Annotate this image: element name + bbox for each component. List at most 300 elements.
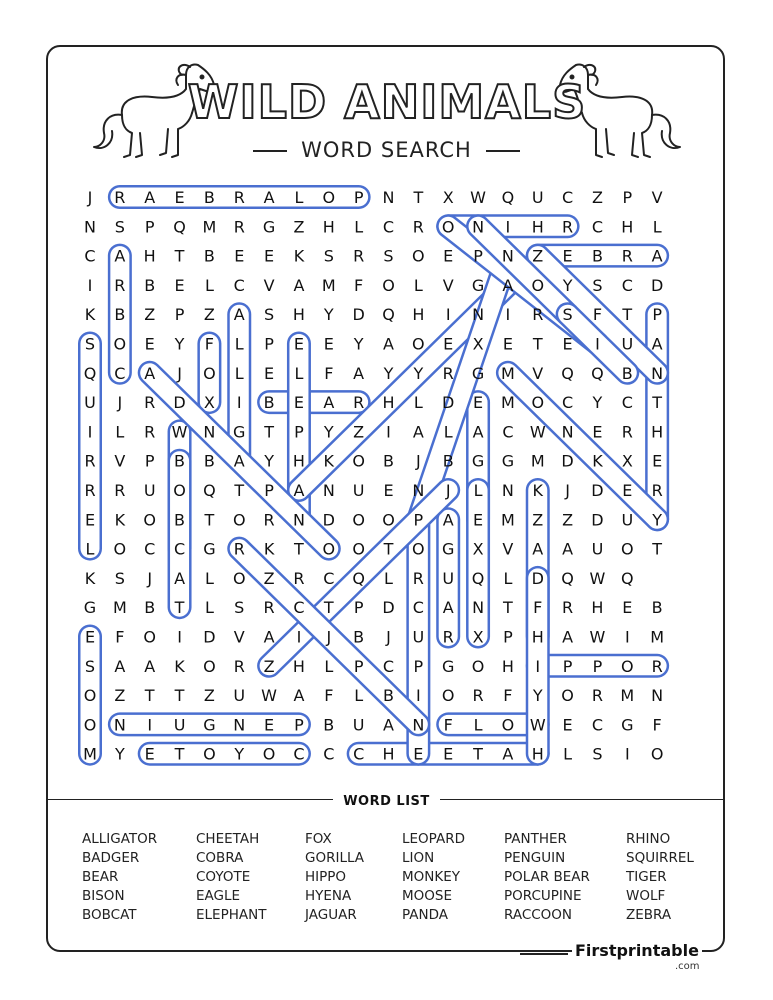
grid-letter[interactable]: O xyxy=(531,393,545,413)
grid-letter[interactable]: G xyxy=(262,217,276,237)
grid-letter[interactable]: H xyxy=(292,305,305,325)
grid-letter[interactable]: S xyxy=(383,246,394,266)
grid-letter[interactable]: Z xyxy=(263,568,275,588)
grid-letter[interactable]: U xyxy=(84,393,96,413)
grid-letter[interactable]: A xyxy=(263,627,275,647)
grid-letter[interactable]: L xyxy=(204,275,214,295)
grid-letter[interactable]: Y xyxy=(264,451,274,471)
grid-letter[interactable]: K xyxy=(532,481,543,500)
grid-letter[interactable]: S xyxy=(323,246,334,266)
grid-letter[interactable]: Z xyxy=(263,656,275,676)
grid-letter[interactable]: N xyxy=(84,217,96,237)
grid-letter[interactable]: D xyxy=(591,510,604,530)
grid-letter[interactable]: Q xyxy=(591,363,604,383)
grid-letter[interactable]: A xyxy=(233,451,245,471)
grid-letter[interactable]: J xyxy=(87,188,93,207)
grid-letter[interactable]: P xyxy=(562,656,573,676)
grid-letter[interactable]: F xyxy=(204,334,215,354)
grid-letter[interactable]: C xyxy=(562,393,574,413)
grid-letter[interactable]: P xyxy=(353,598,364,618)
grid-letter[interactable]: R xyxy=(412,217,424,237)
grid-letter[interactable]: C xyxy=(412,598,424,618)
grid-letter[interactable]: F xyxy=(115,627,125,647)
grid-letter[interactable]: R xyxy=(651,481,663,500)
grid-letter[interactable]: M xyxy=(83,744,97,764)
grid-letter[interactable]: L xyxy=(563,744,573,764)
grid-letter[interactable]: T xyxy=(622,305,633,325)
grid-letter[interactable]: V xyxy=(442,275,454,295)
grid-letter[interactable]: M xyxy=(530,451,545,471)
grid-letter[interactable]: O xyxy=(203,363,216,383)
grid-letter[interactable]: W xyxy=(529,422,546,442)
grid-letter[interactable]: O xyxy=(262,744,276,764)
grid-letter[interactable]: B xyxy=(203,188,215,207)
grid-letter[interactable]: S xyxy=(592,275,603,295)
grid-letter[interactable]: I xyxy=(595,334,600,354)
grid-letter[interactable]: X xyxy=(621,451,633,471)
grid-letter[interactable]: R xyxy=(293,568,305,588)
grid-letter[interactable]: C xyxy=(502,422,514,442)
grid-letter[interactable]: O xyxy=(203,744,216,764)
grid-letter[interactable]: S xyxy=(84,334,96,354)
grid-letter[interactable]: J xyxy=(147,568,153,588)
grid-letter[interactable]: H xyxy=(143,246,156,266)
grid-letter[interactable]: F xyxy=(533,598,543,618)
grid-letter[interactable]: P xyxy=(294,715,304,735)
grid-letter[interactable]: O xyxy=(143,627,156,647)
grid-letter[interactable]: M xyxy=(500,363,515,383)
grid-letter[interactable]: Q xyxy=(382,305,395,325)
grid-letter[interactable]: T xyxy=(413,188,424,207)
grid-letter[interactable]: T xyxy=(264,422,274,442)
grid-letter[interactable]: B xyxy=(263,393,275,413)
grid-letter[interactable]: I xyxy=(415,686,421,706)
grid-letter[interactable]: C xyxy=(382,217,395,237)
grid-letter[interactable]: C xyxy=(591,715,604,735)
grid-letter[interactable]: O xyxy=(232,568,246,588)
grid-letter[interactable]: A xyxy=(114,246,126,266)
grid-letter[interactable]: T xyxy=(473,744,483,764)
grid-letter[interactable]: L xyxy=(503,568,513,588)
grid-letter[interactable]: A xyxy=(412,422,424,442)
grid-letter[interactable]: Y xyxy=(532,686,543,706)
grid-letter[interactable]: A xyxy=(562,539,574,559)
grid-letter[interactable]: E xyxy=(293,393,305,413)
grid-letter[interactable]: A xyxy=(323,393,335,413)
grid-letter[interactable]: E xyxy=(562,246,573,266)
grid-letter[interactable]: K xyxy=(293,246,305,266)
grid-letter[interactable]: U xyxy=(621,510,634,530)
grid-letter[interactable]: P xyxy=(413,656,424,676)
grid-letter[interactable]: Y xyxy=(174,334,185,354)
grid-letter[interactable]: Y xyxy=(323,305,334,325)
grid-letter[interactable]: K xyxy=(263,539,275,559)
grid-letter[interactable]: P xyxy=(353,188,364,207)
grid-letter[interactable]: Z xyxy=(203,305,215,325)
grid-letter[interactable]: B xyxy=(174,510,186,530)
grid-letter[interactable]: E xyxy=(323,334,334,354)
grid-letter[interactable]: L xyxy=(204,598,214,618)
grid-letter[interactable]: Y xyxy=(562,275,573,295)
grid-letter[interactable]: S xyxy=(114,568,125,588)
grid-letter[interactable]: F xyxy=(324,363,334,383)
grid-letter[interactable]: X xyxy=(472,334,484,354)
grid-letter[interactable]: B xyxy=(383,451,394,471)
grid-letter[interactable]: L xyxy=(234,334,244,354)
grid-letter[interactable]: I xyxy=(87,422,93,442)
grid-letter[interactable]: O xyxy=(322,539,336,559)
grid-letter[interactable]: M xyxy=(500,510,515,530)
grid-letter[interactable]: E xyxy=(443,744,454,764)
grid-letter[interactable]: O xyxy=(561,686,574,706)
grid-letter[interactable]: Y xyxy=(234,744,245,764)
grid-letter[interactable]: J xyxy=(445,481,451,500)
grid-letter[interactable]: G xyxy=(621,715,634,735)
grid-letter[interactable]: N xyxy=(561,422,574,442)
grid-letter[interactable]: M xyxy=(650,627,665,647)
grid-letter[interactable]: E xyxy=(562,334,573,354)
grid-letter[interactable]: I xyxy=(624,744,630,764)
grid-letter[interactable]: H xyxy=(531,627,544,647)
grid-letter[interactable]: Q xyxy=(203,481,216,500)
grid-letter[interactable]: M xyxy=(112,598,127,618)
grid-letter[interactable]: O xyxy=(322,188,336,207)
grid-letter[interactable]: R xyxy=(442,363,454,383)
grid-letter[interactable]: L xyxy=(354,686,364,706)
grid-letter[interactable]: U xyxy=(531,188,544,207)
grid-letter[interactable]: O xyxy=(203,656,216,676)
grid-letter[interactable]: A xyxy=(263,188,275,207)
grid-letter[interactable]: T xyxy=(294,539,304,559)
grid-letter[interactable]: S xyxy=(592,744,603,764)
grid-letter[interactable]: A xyxy=(651,246,663,266)
grid-letter[interactable]: K xyxy=(84,305,96,325)
grid-letter[interactable]: J xyxy=(117,393,123,413)
grid-letter[interactable]: P xyxy=(652,305,662,325)
grid-letter[interactable]: N xyxy=(472,305,485,325)
grid-letter[interactable]: C xyxy=(591,217,604,237)
grid-letter[interactable]: C xyxy=(323,744,335,764)
grid-letter[interactable]: O xyxy=(382,510,395,530)
grid-letter[interactable]: B xyxy=(442,451,454,471)
grid-letter[interactable]: Z xyxy=(114,686,126,706)
grid-letter[interactable]: L xyxy=(354,217,364,237)
grid-letter[interactable]: V xyxy=(263,275,275,295)
grid-letter[interactable]: H xyxy=(382,744,395,764)
grid-letter[interactable]: Q xyxy=(471,568,485,588)
grid-letter[interactable]: T xyxy=(652,393,663,413)
grid-letter[interactable]: F xyxy=(503,686,513,706)
grid-letter[interactable]: O xyxy=(83,686,97,706)
grid-letter[interactable]: E xyxy=(413,744,424,764)
grid-letter[interactable]: E xyxy=(174,275,185,295)
grid-letter[interactable]: Y xyxy=(353,334,364,354)
grid-letter[interactable]: R xyxy=(472,686,484,706)
grid-letter[interactable]: U xyxy=(621,334,634,354)
grid-letter[interactable]: Y xyxy=(592,393,603,413)
grid-letter[interactable]: E xyxy=(472,393,484,413)
grid-letter[interactable]: E xyxy=(443,334,454,354)
grid-letter[interactable]: P xyxy=(592,656,603,676)
grid-letter[interactable]: R xyxy=(532,305,544,325)
grid-letter[interactable]: R xyxy=(562,217,574,237)
grid-letter[interactable]: T xyxy=(532,334,543,354)
grid-letter[interactable]: D xyxy=(591,481,604,500)
grid-letter[interactable]: R xyxy=(144,393,156,413)
grid-letter[interactable]: T xyxy=(174,744,185,764)
grid-letter[interactable]: H xyxy=(531,217,544,237)
grid-letter[interactable]: A xyxy=(144,363,156,383)
grid-letter[interactable]: O xyxy=(471,656,485,676)
grid-letter[interactable]: A xyxy=(651,334,663,354)
grid-letter[interactable]: Z xyxy=(591,188,603,207)
grid-letter[interactable]: C xyxy=(293,744,305,764)
grid-letter[interactable]: T xyxy=(174,686,185,706)
grid-letter[interactable]: R xyxy=(621,422,633,442)
grid-letter[interactable]: P xyxy=(294,422,304,442)
grid-letter[interactable]: G xyxy=(471,451,485,471)
grid-letter[interactable]: G xyxy=(441,656,455,676)
grid-letter[interactable]: J xyxy=(415,451,421,471)
grid-letter[interactable]: P xyxy=(413,510,424,530)
grid-letter[interactable]: D xyxy=(203,627,216,647)
grid-letter[interactable]: W xyxy=(261,686,278,706)
grid-letter[interactable]: P xyxy=(353,656,364,676)
grid-letter[interactable]: U xyxy=(412,627,425,647)
grid-letter[interactable]: W xyxy=(529,715,546,735)
grid-letter[interactable]: B xyxy=(174,451,186,471)
grid-letter[interactable]: I xyxy=(445,305,451,325)
grid-letter[interactable]: I xyxy=(87,275,93,295)
grid-letter[interactable]: R xyxy=(84,451,96,471)
grid-letter[interactable]: H xyxy=(292,451,305,471)
grid-letter[interactable]: Q xyxy=(83,363,97,383)
grid-letter[interactable]: O xyxy=(143,510,156,530)
grid-letter[interactable]: O xyxy=(232,510,246,530)
grid-letter[interactable]: O xyxy=(412,246,425,266)
grid-letter[interactable]: O xyxy=(352,539,365,559)
grid-letter[interactable]: C xyxy=(84,246,96,266)
grid-letter[interactable]: Y xyxy=(652,510,663,530)
grid-letter[interactable]: M xyxy=(620,686,635,706)
grid-letter[interactable]: B xyxy=(144,598,156,618)
grid-letter[interactable]: W xyxy=(171,422,188,442)
grid-letter[interactable]: B xyxy=(621,363,633,383)
grid-letter[interactable]: C xyxy=(173,539,186,559)
grid-letter[interactable]: A xyxy=(472,422,484,442)
grid-letter[interactable]: B xyxy=(651,598,663,618)
grid-letter[interactable]: B xyxy=(323,715,335,735)
grid-letter[interactable]: F xyxy=(443,715,453,735)
grid-letter[interactable]: I xyxy=(236,393,242,413)
grid-letter[interactable]: I xyxy=(147,715,153,735)
grid-letter[interactable]: R xyxy=(114,275,126,295)
grid-letter[interactable]: L xyxy=(115,422,125,442)
grid-letter[interactable]: O xyxy=(83,715,97,735)
grid-letter[interactable]: L xyxy=(234,363,244,383)
grid-letter[interactable]: M xyxy=(500,393,515,413)
grid-letter[interactable]: A xyxy=(442,510,454,530)
grid-letter[interactable]: E xyxy=(293,334,305,354)
grid-letter[interactable]: O xyxy=(412,539,425,559)
grid-letter[interactable]: E xyxy=(592,422,603,442)
grid-letter[interactable]: S xyxy=(234,598,245,618)
grid-letter[interactable]: D xyxy=(173,393,186,413)
grid-letter[interactable]: N xyxy=(651,686,664,706)
grid-letter[interactable]: T xyxy=(174,246,185,266)
grid-letter[interactable]: R xyxy=(114,481,126,500)
grid-letter[interactable]: H xyxy=(501,656,514,676)
grid-letter[interactable]: R xyxy=(353,246,365,266)
grid-letter[interactable]: P xyxy=(144,451,155,471)
grid-letter[interactable]: F xyxy=(652,715,662,735)
grid-letter[interactable]: R xyxy=(233,656,245,676)
grid-letter[interactable]: S xyxy=(114,217,125,237)
grid-letter[interactable]: X xyxy=(472,627,484,647)
grid-letter[interactable]: G xyxy=(83,598,97,618)
grid-letter[interactable]: G xyxy=(203,539,216,559)
grid-letter[interactable]: T xyxy=(174,598,185,618)
grid-letter[interactable]: A xyxy=(233,305,245,325)
grid-letter[interactable]: N xyxy=(233,715,246,735)
grid-letter[interactable]: R xyxy=(114,188,126,207)
grid-letter[interactable]: N xyxy=(472,598,485,618)
grid-letter[interactable]: E xyxy=(652,451,663,471)
grid-letter[interactable]: K xyxy=(323,451,335,471)
grid-letter[interactable]: R xyxy=(233,217,245,237)
grid-letter[interactable]: Q xyxy=(561,363,574,383)
grid-letter[interactable]: Z xyxy=(353,422,365,442)
grid-letter[interactable]: W xyxy=(589,568,606,588)
grid-letter[interactable]: R xyxy=(84,481,96,500)
grid-letter[interactable]: V xyxy=(114,451,126,471)
grid-letter[interactable]: P xyxy=(264,334,274,354)
grid-letter[interactable]: A xyxy=(383,715,394,735)
grid-letter[interactable]: E xyxy=(264,715,275,735)
grid-letter[interactable]: O xyxy=(113,539,127,559)
grid-letter[interactable]: B xyxy=(144,275,156,295)
grid-letter[interactable]: I xyxy=(624,627,630,647)
grid-letter[interactable]: P xyxy=(264,481,274,500)
grid-letter[interactable]: A xyxy=(442,598,454,618)
grid-letter[interactable]: R xyxy=(144,422,156,442)
grid-letter[interactable]: S xyxy=(264,305,275,325)
grid-letter[interactable]: A xyxy=(562,627,574,647)
grid-letter[interactable]: U xyxy=(233,686,246,706)
grid-letter[interactable]: E xyxy=(84,510,96,530)
grid-letter[interactable]: P xyxy=(174,305,185,325)
grid-letter[interactable]: H xyxy=(322,217,335,237)
grid-letter[interactable]: C xyxy=(621,393,633,413)
grid-letter[interactable]: N xyxy=(472,217,485,237)
grid-letter[interactable]: D xyxy=(322,510,335,530)
grid-letter[interactable]: Z xyxy=(562,510,574,530)
grid-letter[interactable]: B xyxy=(203,246,215,266)
grid-letter[interactable]: C xyxy=(233,275,245,295)
grid-letter[interactable]: U xyxy=(352,715,365,735)
grid-letter[interactable]: T xyxy=(652,539,663,559)
grid-letter[interactable]: D xyxy=(352,305,365,325)
grid-letter[interactable]: O xyxy=(173,481,186,500)
grid-letter[interactable]: U xyxy=(591,539,604,559)
grid-letter[interactable]: V xyxy=(502,539,514,559)
grid-letter[interactable]: N xyxy=(203,422,216,442)
grid-letter[interactable]: T xyxy=(383,539,394,559)
grid-letter[interactable]: N xyxy=(501,481,514,500)
grid-letter[interactable]: N xyxy=(113,715,126,735)
grid-letter[interactable]: C xyxy=(144,539,156,559)
grid-letter[interactable]: K xyxy=(114,510,126,530)
grid-letter[interactable]: D xyxy=(561,451,574,471)
grid-letter[interactable]: K xyxy=(174,656,185,676)
grid-letter[interactable]: B xyxy=(114,305,126,325)
grid-letter[interactable]: T xyxy=(204,510,215,530)
grid-letter[interactable]: O xyxy=(650,744,664,764)
grid-letter[interactable]: U xyxy=(143,481,156,500)
grid-letter[interactable]: P xyxy=(473,246,483,266)
grid-letter[interactable]: F xyxy=(354,275,364,295)
grid-letter[interactable]: O xyxy=(621,539,634,559)
grid-letter[interactable]: L xyxy=(324,656,334,676)
grid-letter[interactable]: J xyxy=(386,627,391,647)
grid-letter[interactable]: E xyxy=(264,363,275,383)
grid-letter[interactable]: A xyxy=(114,656,126,676)
grid-letter[interactable]: G xyxy=(233,422,246,442)
grid-letter[interactable]: H xyxy=(531,744,544,764)
grid-letter[interactable]: R xyxy=(562,598,574,618)
grid-letter[interactable]: D xyxy=(382,598,395,618)
grid-letter[interactable]: Z xyxy=(144,305,156,325)
grid-letter[interactable]: J xyxy=(326,627,332,647)
grid-letter[interactable]: I xyxy=(505,217,511,237)
grid-letter[interactable]: I xyxy=(386,422,391,442)
grid-letter[interactable]: E xyxy=(502,334,513,354)
grid-letter[interactable]: O xyxy=(113,334,127,354)
grid-letter[interactable]: E xyxy=(472,510,484,530)
grid-letter[interactable]: E xyxy=(443,246,454,266)
grid-letter[interactable]: G xyxy=(501,451,515,471)
grid-letter[interactable]: S xyxy=(562,305,573,325)
grid-letter[interactable]: C xyxy=(621,275,633,295)
grid-letter[interactable]: Z xyxy=(532,246,544,266)
grid-letter[interactable]: I xyxy=(177,627,182,647)
grid-letter[interactable]: N xyxy=(292,510,305,530)
grid-letter[interactable]: L xyxy=(413,393,423,413)
grid-letter[interactable]: N xyxy=(651,363,664,383)
grid-letter[interactable]: R xyxy=(651,656,663,676)
grid-letter[interactable]: Z xyxy=(293,217,305,237)
grid-letter[interactable]: A xyxy=(293,275,305,295)
grid-letter[interactable]: S xyxy=(84,656,96,676)
grid-letter[interactable]: X xyxy=(472,539,484,559)
grid-letter[interactable]: H xyxy=(591,598,604,618)
grid-letter[interactable]: N xyxy=(382,188,395,207)
grid-letter[interactable]: R xyxy=(621,246,633,266)
grid-letter[interactable]: C xyxy=(382,656,395,676)
grid-letter[interactable]: N xyxy=(501,246,514,266)
grid-letter[interactable]: P xyxy=(144,217,155,237)
grid-letter[interactable]: O xyxy=(441,217,455,237)
grid-letter[interactable]: E xyxy=(144,334,155,354)
grid-letter[interactable]: A xyxy=(353,363,365,383)
grid-letter[interactable]: A xyxy=(502,275,514,295)
grid-letter[interactable]: L xyxy=(294,188,304,207)
grid-letter[interactable]: C xyxy=(323,568,335,588)
grid-letter[interactable]: Y xyxy=(383,363,394,383)
grid-letter[interactable]: L xyxy=(85,539,95,559)
grid-letter[interactable]: R xyxy=(591,686,604,706)
grid-letter[interactable]: E xyxy=(174,188,185,207)
